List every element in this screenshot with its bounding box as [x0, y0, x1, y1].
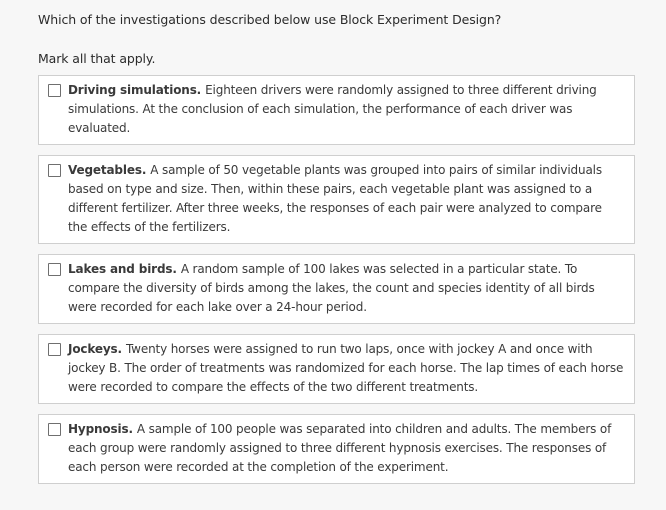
option-description: Eighteen drivers were randomly assigned to three different driving simulations. At the conclusion of each simulation, the performance of each driver was evaluated.	[68, 83, 597, 135]
option-vegetables[interactable]	[38, 155, 635, 244]
checkbox[interactable]	[48, 164, 61, 177]
option-description: Twenty horses were assigned to run two laps, once with jockey A and once with jockey B. The order of treatments was randomized for each horse. The lap times of each horse were recorded to compare the effects of the two different treatments.	[68, 342, 624, 394]
checkbox[interactable]	[48, 343, 61, 356]
question-text: Which of the investigations described below use Block Experiment Design?	[38, 12, 502, 27]
option-title: Hypnosis.	[68, 422, 137, 436]
option-driving-simulations[interactable]	[38, 75, 635, 145]
checkbox[interactable]	[48, 423, 61, 436]
checkbox[interactable]	[48, 84, 61, 97]
instruction-text: Mark all that apply.	[38, 51, 156, 66]
checkbox[interactable]	[48, 263, 61, 276]
option-lakes-and-birds[interactable]	[38, 254, 635, 324]
options-list	[38, 75, 635, 494]
option-description: A sample of 50 vegetable plants was grouped into pairs of similar individuals based on type and size. Then, within these pairs, each vegetable plant was assigned to a different fertilizer. After three weeks, the responses of each pair were analyzed to compare the effects of the fertilizers.	[68, 163, 602, 234]
option-jockeys[interactable]	[38, 334, 635, 404]
option-title: Lakes and birds.	[68, 262, 181, 276]
option-description: A sample of 100 people was separated into children and adults. The members of each group were randomly assigned to three different hypnosis exercises. The responses of each person were recorded at the completion of the experiment.	[68, 422, 612, 474]
option-hypnosis[interactable]	[38, 414, 635, 484]
option-title: Vegetables.	[68, 163, 151, 177]
option-description: A random sample of 100 lakes was selected in a particular state. To compare the diversity of birds among the lakes, the count and species identity of all birds were recorded for each lake over a 24-hour period.	[68, 262, 595, 314]
option-title: Driving simulations.	[68, 83, 206, 97]
option-title: Jockeys.	[68, 342, 126, 356]
